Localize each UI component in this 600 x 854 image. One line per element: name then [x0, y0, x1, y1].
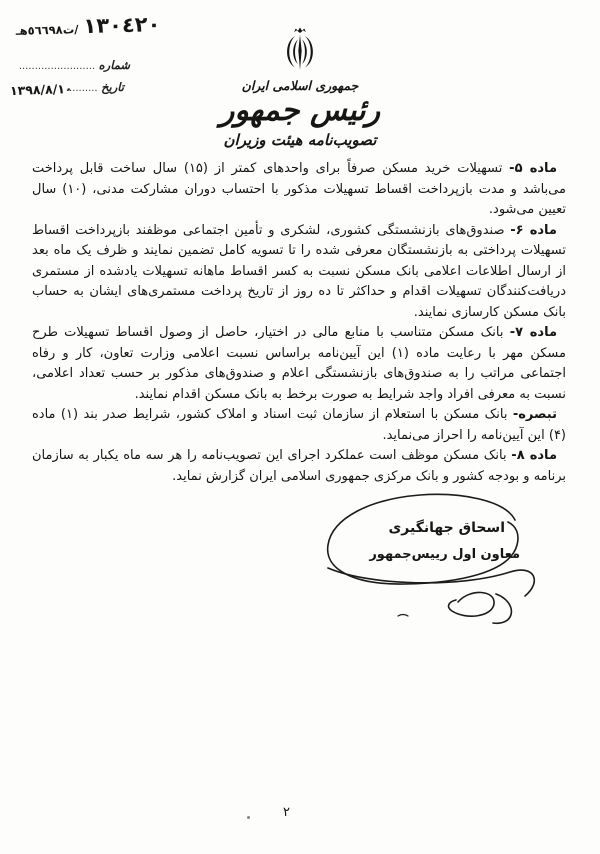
article-6-label: ماده ۶- [510, 222, 557, 238]
note [32, 405, 566, 446]
date-label: تاریخ [101, 80, 124, 94]
signatory-name: اسحاق جهانگیری [388, 520, 505, 536]
article-5-label: ماده ۵- [509, 161, 557, 176]
letterhead-office-title: رئیس جمهور [219, 93, 381, 128]
article-8-label: ماده ۸- [511, 448, 557, 463]
decree-body [32, 159, 566, 487]
article-7-text: بانک مسکن متناسب با منابع مالی در اختیار، حاصل از وصول اقساط تسهیلات طرح مسکن مهر با رعایت ماده (۱) این آیین‌نامه براساس نسبت اعلامی وزارت تعاون، کار و رفاه اجتماعی مراتب را به صندوق‌های بازنشستگی اعلام و صندوق‌های مذکور بر حسب تعداد اعلامی، نسبت به معرفی افراد واجد شرایط به صورت برخط به بانک مسکن اقدام نمایند. [32, 325, 566, 402]
letterhead-country: جمهوری اسلامی ایران [241, 78, 359, 93]
serial-label: شماره [98, 58, 130, 72]
iran-emblem-icon [279, 26, 321, 76]
letterhead [0, 26, 600, 149]
article-6-text: صندوق‌های بازنشستگی کشوری، لشکری و تأمین اجتماعی موظفند بازپرداخت اقساط تسهیلات پرداختی به بازنشستگان معرفی شده را تا تسویه کامل تضمین نمایند و ظرف یک ماه بعد از ارسال اطلاعات اعلامی بانک مسکن نسبت به کسر اقساط ماهانه تسهیلات یادشده از مستمری دریافت‌کنندگان تسهیلات اقدام و حداکثر تا ده روز از تاریخ پرداخت مستمری‌های ایشان به حساب بانک مسکن کارسازی نمایند. [32, 222, 566, 320]
signature-scribble-icon [310, 490, 560, 625]
article-6 [32, 221, 566, 324]
date-dotted-line: .......... [65, 83, 98, 94]
serial-dotted-line: ........................ [18, 61, 96, 72]
decree-number-suffix: /ت٥٦٦٩٨هـ [15, 22, 79, 38]
article-8 [32, 446, 566, 487]
decree-number: ١٣٠٤٢٠ [83, 12, 161, 39]
note-label: تبصره- [512, 407, 557, 422]
article-5 [32, 159, 566, 221]
article-5-text: تسهیلات خرید مسکن صرفاً برای واحدهای کمتر از (۱۵) سال ساخت قابل پرداخت می‌باشد و مدت بازپرداخت اقساط تسهیلات مذکور با احتساب دوران مشارکت مدنی، (۱۰) سال تعیین می‌شود. [32, 161, 566, 217]
article-7-label: ماده ۷- [509, 325, 557, 340]
note-text: بانک مسکن با استعلام از سازمان ثبت اسناد و املاک کشور، شرایط صدر بند (۱) ماده (۴) این آیین‌نامه را احراز می‌نماید. [32, 407, 566, 443]
signatory-title: معاون اول رییس‌جمهور [369, 547, 520, 562]
signature-block [310, 490, 560, 625]
stray-ink-mark [247, 816, 250, 819]
article-7 [32, 323, 566, 405]
article-8-text: بانک مسکن موظف است عملکرد اجرای این تصویب‌نامه را هر سه ماه یکبار به سازمان برنامه و بودجه کشور و بانک مرکزی جمهوری اسلامی ایران گزارش نماید. [32, 448, 566, 484]
handwritten-date: ۱۳۹۸/۸/۱۰ [9, 80, 73, 99]
page-number: ۲ [283, 805, 290, 820]
letterhead-document-type: تصویب‌نامه هیئت وزیران [223, 131, 377, 149]
